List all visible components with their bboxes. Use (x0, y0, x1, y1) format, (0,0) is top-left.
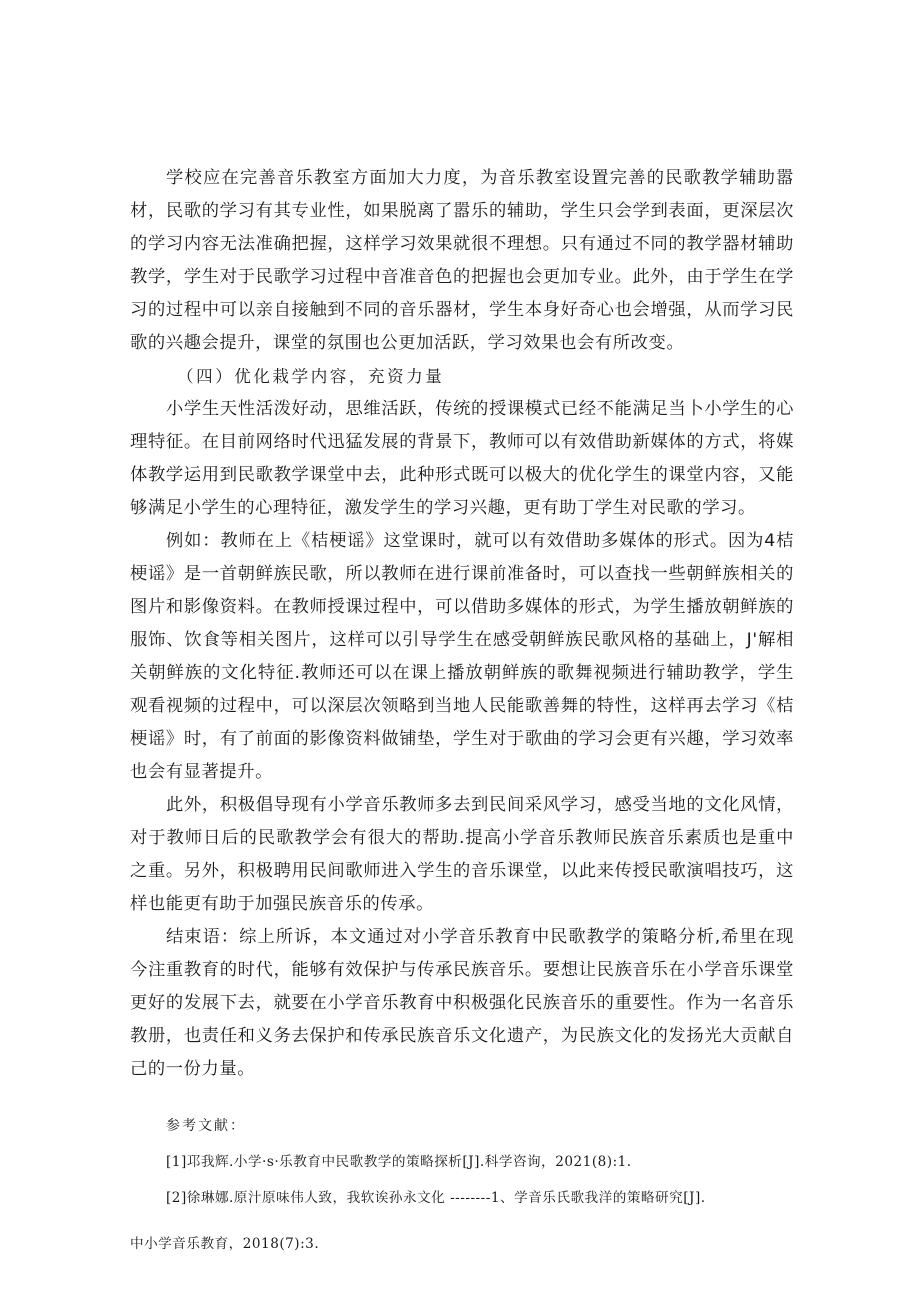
document-page (130, 162, 794, 1254)
section-heading: （四）优化栽学内容，充资力量 (177, 367, 445, 386)
reference-item-1: [1]邛我辉.小学·s·乐教育中民歌教学的策略探析[J].科学咨询，2021(8):1. (166, 1154, 632, 1170)
reference-item-2: [2]徐琳娜.原汁原味伟人致，我软诶孙永文化 --------1、学音乐氏歌我洋的策略研究[J]. (166, 1190, 706, 1206)
body-paragraph-example: 例如：教师在上《桔梗谣》这堂课时，就可以有效借助多媒体的形式。因为4桔梗谣》是一首朝鲜族民歌，所以教师在进行课前准备时，可以查找一些朝鲜族相关的图片和影像资料。在教师授课过程中，可以借助多媒体的形式，为学生播放朝鲜族的服饰、饮食等相关图片，这样可以引导学生在感受朝鲜族民歌风格的基础上，J'解相关朝鲜族的文化特征.教师还可以在课上播放朝鲜族的歌舞视频进行辅助教学，学生观看视频的过程中，可以深层次领略到当地人民能歌善舞的特性，这样再去学习《桔梗谣》时，有了前面的影像资料做铺垫，学生对于歌曲的学习会更有兴趣，学习效率也会有显著提升。 (130, 531, 794, 782)
body-paragraph-teacher-training: 此外，积极倡导现有小学音乐教师多去到民间采风学习，感受当地的文化风情，对于教师日后的民歌教学会有很大的帮助.提高小学音乐教师民族音乐素质也是重中之重。另外，积极聘用民间歌师进入学生的音乐课堂，以此来传授民歌演唱技巧，这样也能更有助于加强民族音乐的传承。 (130, 795, 794, 914)
body-paragraph-conclusion: 结束语：综上所诉，本文通过对小学音乐教育中民歌教学的策略分析,希里在现今注重教育的时代，能够有效保护与传承民族音乐。要想让民族音乐在小学音乐课堂更好的发展下去，就要在小学音乐教育中积极强化民族音乐的重要性。作为一名音乐教册，也责任和义务去保护和传承民族音乐文化遗产，为民族文化的发扬光大贡献自己的一份力量。 (130, 927, 794, 1079)
body-paragraph-facilities: 学校应在完善音乐教室方面加大力度，为音乐教室设置完善的民歌教学辅助嚣材，民歌的学习有其专业性，如果脱离了嚣乐的辅助，学生只会学到表面，更深层次的学习内容无法准确把握，这样学习效果就很不理想。只有通过不同的教学器材辅助教学，学生对于民歌学习过程中音准音色的把握也会更加专业。此外，由于学生在学习的过程中可以亲自接触到不同的音乐器材，学生本身好奇心也会增强，从而学习民歌的兴趣会提升，课堂的氛围也公更加活跃，学习效果也会有所改变。 (130, 168, 794, 353)
references-title: 参考文献： (166, 1118, 246, 1134)
reference-item-2-continuation: 中小学音乐教育，2018(7):3. (130, 1236, 320, 1252)
body-paragraph-new-media: 小学生天性活泼好动，思维活跃，传统的授课模式已经不能满足当卜小学生的心理特征。在目前网络时代迅猛发展的背景下，教师可以有效借助新媒体的方式，将媒体教学运用到民歌教学课堂中去，此种形式既可以极大的优化学生的课堂内容，又能够满足小学生的心理特征，激发学生的学习兴趣，更有助丁学生对民歌的学习。 (130, 399, 794, 518)
